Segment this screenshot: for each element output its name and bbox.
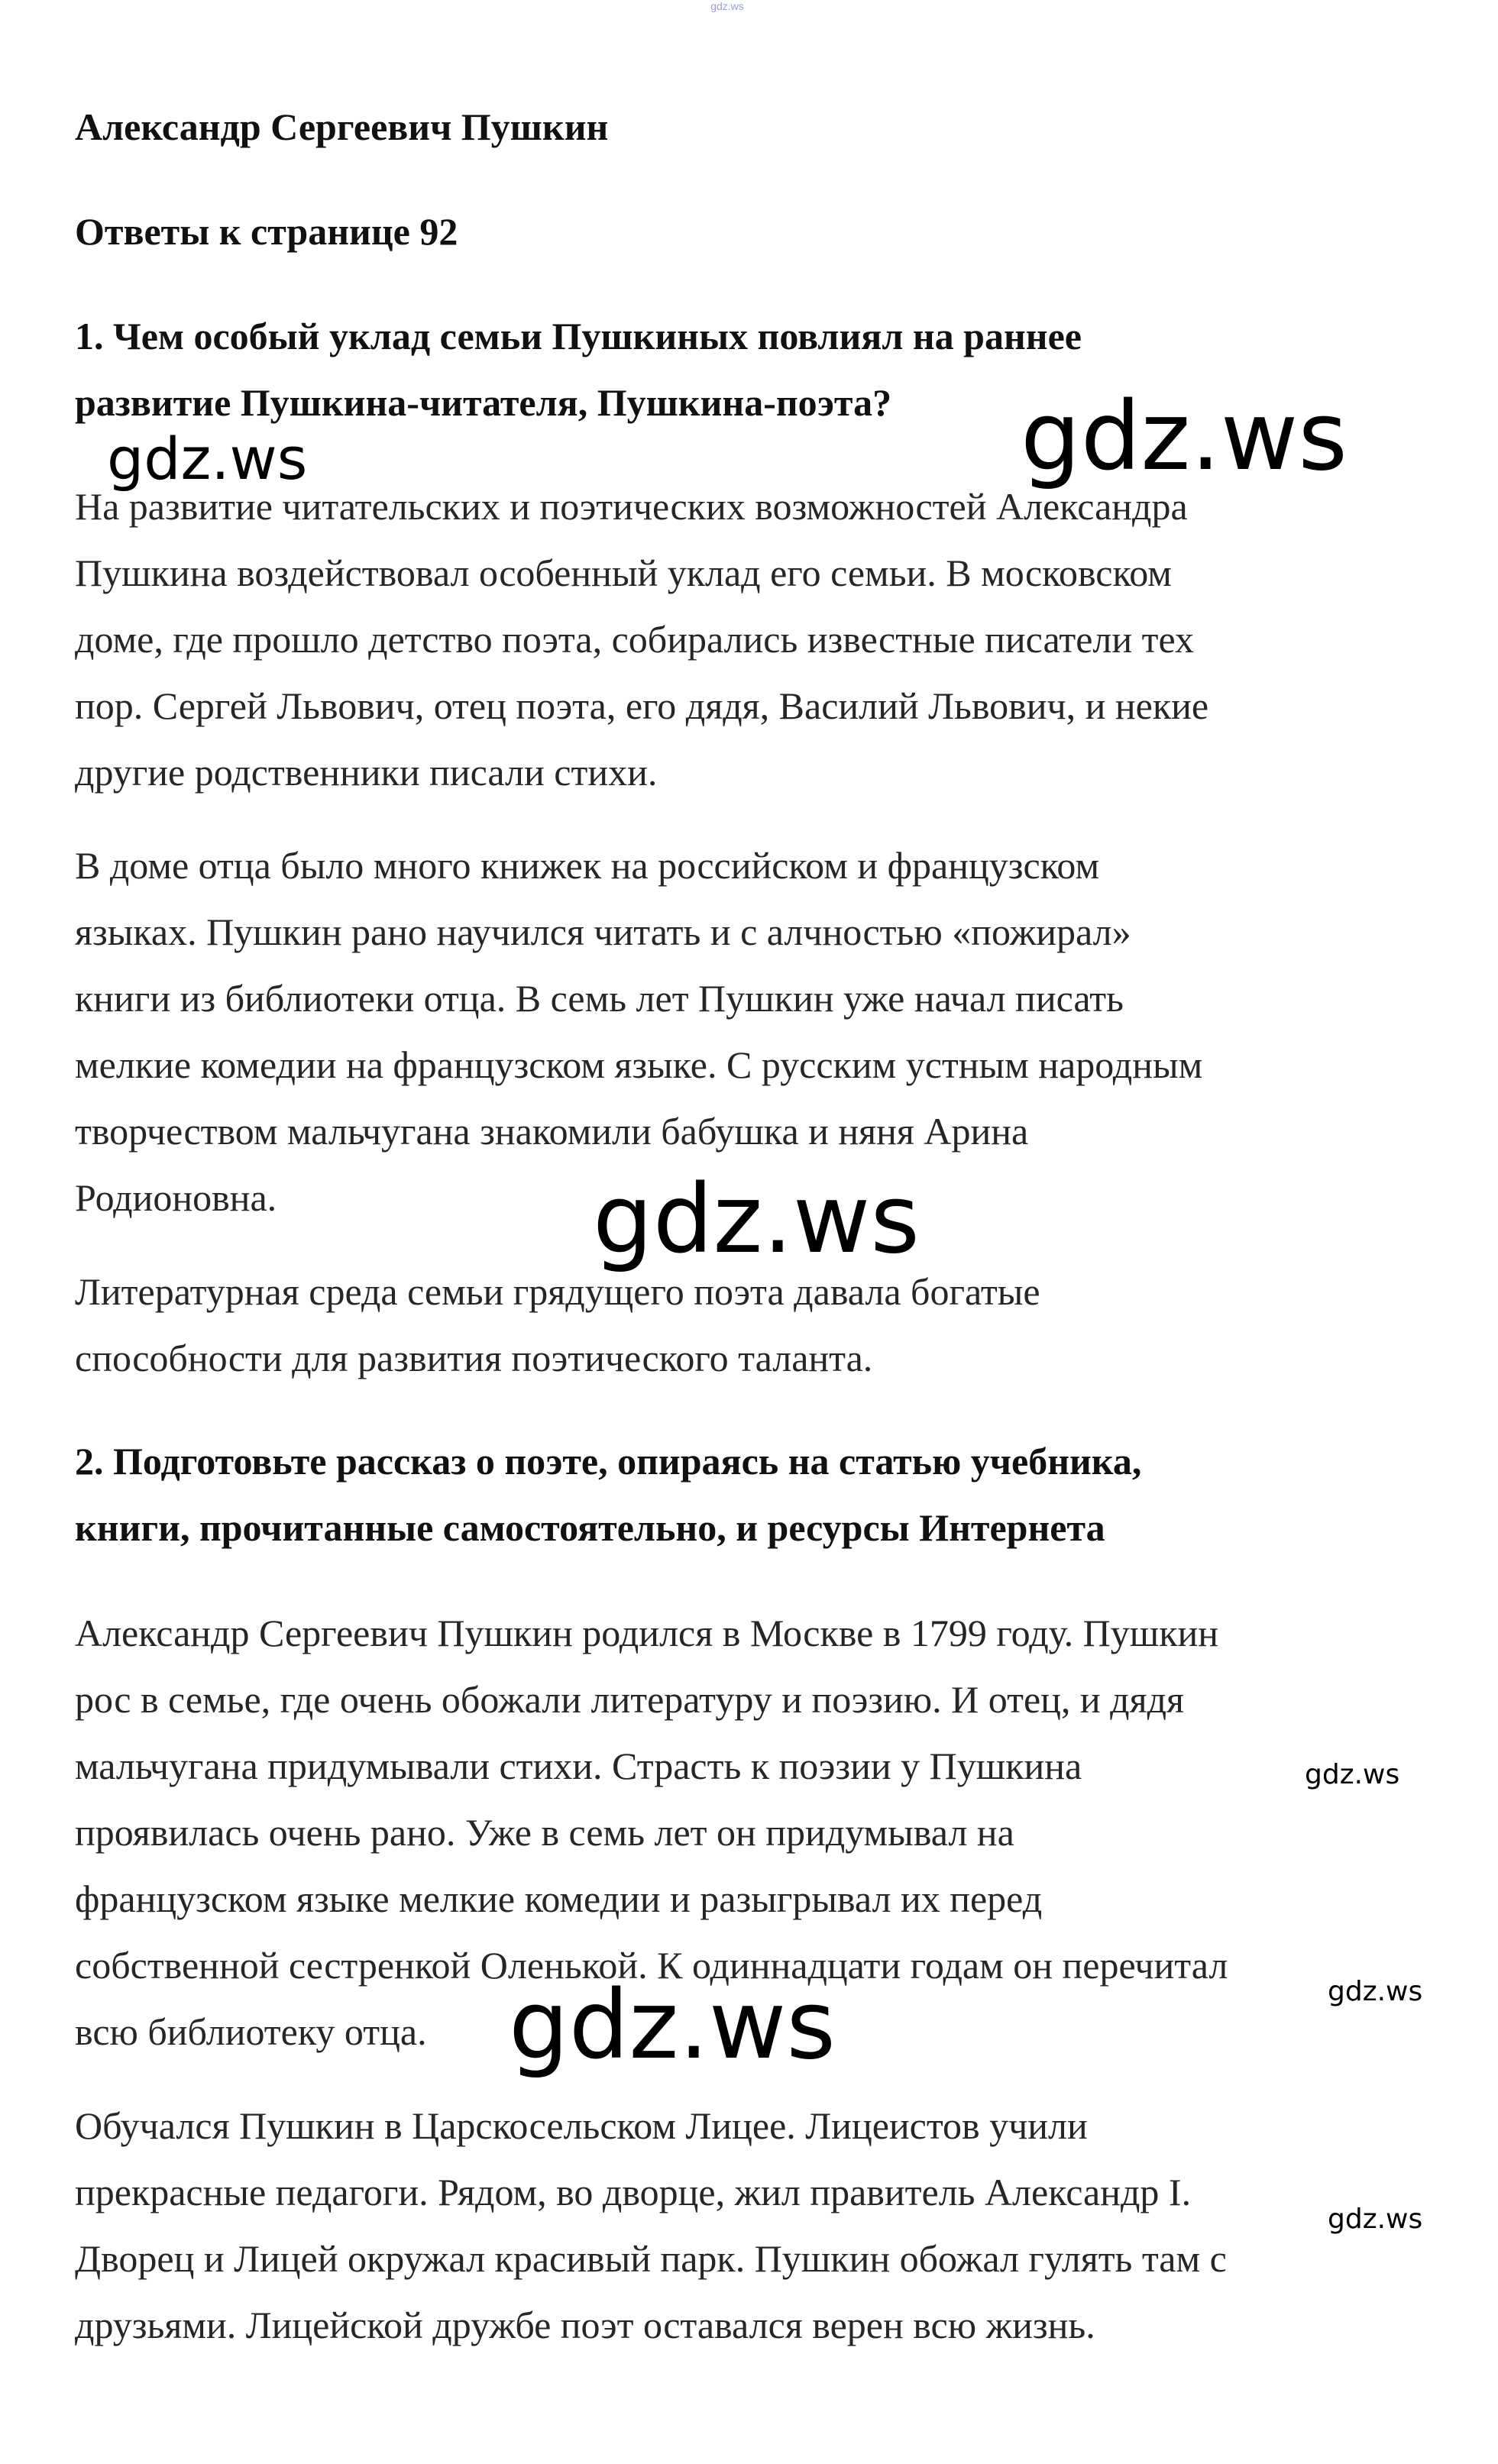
question-2 [75, 1428, 1435, 1561]
paragraph-line: Александр Сергеевич Пушкин родился в Москве в 1799 году. Пушкин [75, 1612, 1219, 1654]
paragraph-line: другие родственники писали стихи. [75, 751, 658, 794]
document-title: Александр Сергеевич Пушкин [75, 105, 609, 148]
answer-1-paragraph-1 [75, 474, 1435, 806]
watermark: gdz.ws [1305, 1759, 1400, 1790]
paragraph-line: Дворец и Лицей окружал красивый парк. Пушкин обожал гулять там с [75, 2237, 1227, 2280]
top-watermark: gdz.ws [710, 0, 744, 12]
question-1-line: развитие Пушкина-читателя, Пушкина-поэта? [75, 381, 892, 424]
paragraph-line: мелкие комедии на французском языке. С русским устным народным [75, 1043, 1203, 1086]
answer-2-paragraph-2 [75, 2093, 1435, 2359]
paragraph-line: мальчугана придумывали стихи. Страсть к поэзии у Пушкина [75, 1745, 1082, 1787]
paragraph-line: прекрасные педагоги. Рядом, во дворце, жил правитель Александр I. [75, 2171, 1192, 2213]
paragraph-line: На развитие читательских и поэтических возможностей Александра [75, 485, 1188, 528]
paragraph-line: книги из библиотеки отца. В семь лет Пушкин уже начал писать [75, 977, 1124, 1020]
answer-1-paragraph-3 [75, 1259, 1435, 1392]
paragraph-line: доме, где прошло детство поэта, собирались известные писатели тех [75, 618, 1194, 661]
paragraph-line: Литературная среда семьи грядущего поэта давала богатые [75, 1270, 1040, 1313]
paragraph-line: Пушкина воздействовал особенный уклад его семьи. В московском [75, 551, 1172, 594]
paragraph-line: В доме отца было много книжек на российском и французском [75, 844, 1100, 887]
paragraph-line: языках. Пушкин рано научился читать и с алчностью «пожирал» [75, 910, 1131, 953]
paragraph-line: собственной сестренкой Оленькой. К одиннадцати годам он перечитал [75, 1944, 1228, 1987]
watermark: gdz.ws [509, 1971, 836, 2081]
paragraph-line: друзьями. Лицейской дружбе поэт оставался верен всю жизнь. [75, 2304, 1095, 2346]
paragraph-line: Обучался Пушкин в Царскосельском Лицее. Лицеистов учили [75, 2104, 1088, 2147]
paragraph-line: рос в семье, где очень обожали литературу и поэзию. И отец, и дядя [75, 1678, 1185, 1721]
watermark: gdz.ws [1328, 2204, 1423, 2235]
question-2-line: книги, прочитанные самостоятельно, и ресурсы Интернета [75, 1506, 1105, 1549]
watermark: gdz.ws [1021, 382, 1348, 492]
paragraph-line: способности для развития поэтического таланта. [75, 1337, 873, 1379]
paragraph-line: проявилась очень рано. Уже в семь лет он придумывал на [75, 1811, 1014, 1854]
question-2-line: 2. Подготовьте рассказ о поэте, опираясь на статью учебника, [75, 1440, 1142, 1483]
paragraph-line: всю библиотеку отца. [75, 2010, 427, 2053]
question-1-line: 1. Чем особый уклад семьи Пушкиных повлиял на раннее [75, 315, 1082, 357]
watermark: gdz.ws [593, 1165, 920, 1275]
watermark: gdz.ws [1328, 1976, 1423, 2007]
watermark: gdz.ws [107, 425, 308, 493]
page-subtitle: Ответы к странице 92 [75, 210, 458, 253]
paragraph-line: пор. Сергей Львович, отец поэта, его дядя, Василий Львович, и некие [75, 684, 1209, 727]
paragraph-line: Родионовна. [75, 1176, 277, 1219]
paragraph-line: творчеством мальчугана знакомили бабушка и няня Арина [75, 1110, 1029, 1153]
paragraph-line: французском языке мелкие комедии и разыгрывал их перед [75, 1877, 1043, 1920]
